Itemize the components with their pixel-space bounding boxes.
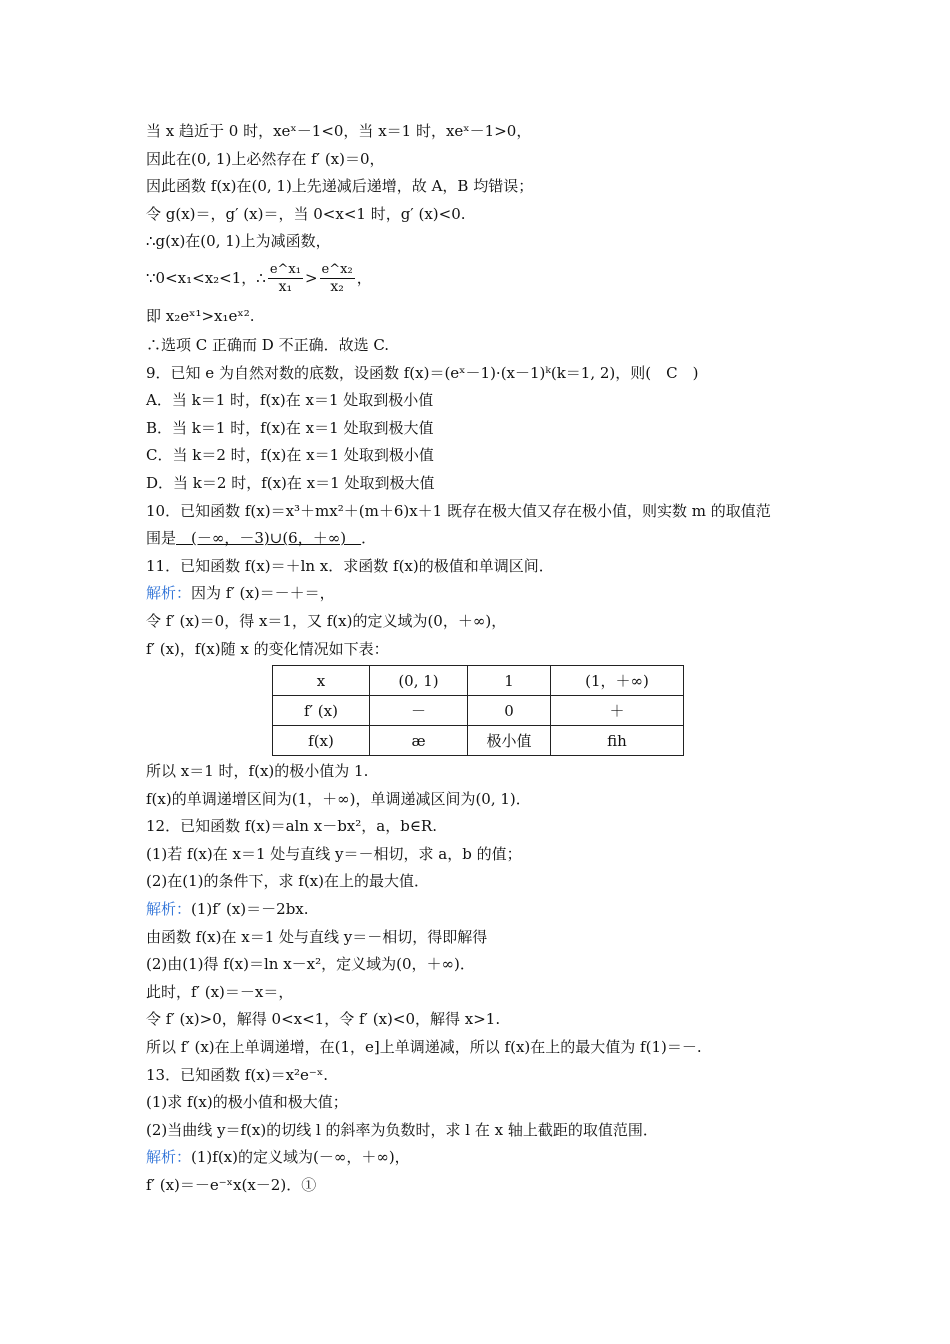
text-line: ∴选项 C 正确而 D 不正确．故选 C. bbox=[146, 335, 390, 354]
text-line: 令 f′ (x)＝0，得 x＝1，又 f(x)的定义域为(0，＋∞)， bbox=[146, 611, 507, 630]
solution-text: (1)f′ (x)＝－2bx. bbox=[191, 900, 309, 919]
inequality-relation: > bbox=[304, 268, 318, 287]
solution-line bbox=[146, 896, 836, 924]
text-line: 当 x 趋近于 0 时，xeˣ－1<0，当 x＝1 时，xeˣ－1>0， bbox=[146, 122, 532, 140]
question-10: 10．已知函数 f(x)＝x³＋mx²＋(m＋6)x＋1 既存在极大值又存在极小值，则实数 m 的取值范 bbox=[146, 501, 771, 520]
text-line: 因此在(0, 1)上必然存在 f′ (x)＝0， bbox=[146, 149, 385, 168]
variation-table bbox=[272, 665, 684, 756]
text-line: (2)在(1)的条件下，求 f(x)在上的最大值． bbox=[146, 872, 429, 891]
table-cell: 极小值 bbox=[468, 726, 551, 756]
table-cell: 0 bbox=[468, 696, 551, 726]
table-row bbox=[273, 666, 684, 696]
table-cell: (0, 1) bbox=[370, 666, 468, 696]
table-cell: f′ (x) bbox=[273, 696, 370, 726]
table-cell: x bbox=[273, 666, 370, 696]
fraction-2-denominator: x₂ bbox=[330, 279, 344, 296]
solution-label: 解析： bbox=[146, 584, 192, 603]
solution-label: 解析： bbox=[146, 900, 192, 919]
text-line: 即 x₂eˣ¹>x₁eˣ². bbox=[146, 306, 255, 325]
inequality-line bbox=[146, 256, 836, 300]
solution-line bbox=[146, 580, 836, 608]
text-line: 令 g(x)＝，g′ (x)＝，当 0<x<1 时，g′ (x)<0. bbox=[146, 204, 466, 223]
table-row bbox=[273, 726, 684, 756]
text-line: 所以 f′ (x)在上单调递增，在(1，e]上单调递减，所以 f(x)在上的最大值为 f(1)＝－. bbox=[146, 1038, 702, 1057]
text-line: ∴g(x)在(0, 1)上为减函数， bbox=[146, 232, 331, 251]
solution-label: 解析： bbox=[146, 1148, 192, 1167]
option-a: A．当 k＝1 时，f(x)在 x＝1 处取到极小值 bbox=[146, 391, 434, 410]
inequality-suffix: ， bbox=[356, 268, 372, 287]
option-b: B．当 k＝1 时，f(x)在 x＝1 处取到极大值 bbox=[146, 418, 434, 437]
solution-line bbox=[146, 1144, 836, 1172]
table-row bbox=[273, 696, 684, 726]
fraction-1 bbox=[268, 262, 303, 295]
table-cell: (1，＋∞) bbox=[551, 666, 684, 696]
fraction-1-numerator: e^x₁ bbox=[269, 262, 301, 278]
option-d: D．当 k＝2 时，f(x)在 x＝1 处取到极大值 bbox=[146, 473, 435, 492]
text-line: (1)求 f(x)的极小值和极大值； bbox=[146, 1093, 348, 1112]
question-13: 13．已知函数 f(x)＝x²e⁻ˣ. bbox=[146, 1065, 328, 1084]
text-line: 此时，f′ (x)＝－x＝， bbox=[146, 982, 294, 1001]
text-line: 所以 x＝1 时，f(x)的极小值为 1. bbox=[146, 762, 369, 781]
fraction-2 bbox=[320, 262, 355, 295]
question-11: 11．已知函数 f(x)＝＋ln x．求函数 f(x)的极值和单调区间． bbox=[146, 556, 554, 575]
table-cell: ﬁh bbox=[551, 726, 684, 756]
answer-suffix: ． bbox=[361, 529, 377, 548]
text-line: 令 f′ (x)>0，解得 0<x<1，令 f′ (x)<0，解得 x>1. bbox=[146, 1010, 501, 1029]
text-line: (2)当曲线 y＝f(x)的切线 l 的斜率为负数时，求 l 在 x 轴上截距的取值范围． bbox=[146, 1120, 658, 1139]
option-c: C．当 k＝2 时，f(x)在 x＝1 处取到极小值 bbox=[146, 446, 434, 465]
fraction-2-numerator: e^x₂ bbox=[321, 262, 353, 278]
table-cell: 1 bbox=[468, 666, 551, 696]
text-line: f(x)的单调递增区间为(1，＋∞)，单调递减区间为(0, 1)． bbox=[146, 789, 531, 808]
question-10-answer-line bbox=[146, 525, 836, 553]
text-line: f′ (x)＝－e⁻ˣx(x－2)．① bbox=[146, 1176, 317, 1194]
table-cell: ＋ bbox=[551, 696, 684, 726]
text-line: (2)由(1)得 f(x)＝ln x－x²，定义域为(0，＋∞)． bbox=[146, 955, 475, 974]
table-cell: æ bbox=[370, 726, 468, 756]
text-line: 因此函数 f(x)在(0, 1)上先递减后递增，故 A，B 均错误； bbox=[146, 177, 534, 196]
text-line: f′ (x)，f(x)随 x 的变化情况如下表： bbox=[146, 639, 389, 658]
solution-text: (1)f(x)的定义域为(－∞，＋∞)， bbox=[191, 1148, 410, 1167]
table-cell: － bbox=[370, 696, 468, 726]
answer-blank: (－∞，－3)∪(6，＋∞) bbox=[176, 529, 362, 548]
question-12: 12．已知函数 f(x)＝aln x－bx²，a，b∈R. bbox=[146, 817, 437, 836]
text-line: (1)若 f(x)在 x＝1 处与直线 y＝－相切，求 a，b 的值； bbox=[146, 844, 522, 863]
table-cell: f(x) bbox=[273, 726, 370, 756]
inequality-prefix: ∵0<x₁<x₂<1，∴ bbox=[146, 268, 266, 287]
text-line: 由函数 f(x)在 x＝1 处与直线 y＝－相切，得即解得 bbox=[146, 927, 488, 946]
answer-prefix: 围是 bbox=[146, 529, 177, 548]
question-9: 9．已知 e 为自然对数的底数，设函数 f(x)＝(eˣ－1)·(x－1)ᵏ(k＝1, 2)，则( C ) bbox=[146, 363, 699, 382]
fraction-1-denominator: x₁ bbox=[278, 279, 293, 296]
solution-text: 因为 f′ (x)＝－＋＝， bbox=[191, 584, 335, 603]
page-content bbox=[146, 118, 836, 1200]
